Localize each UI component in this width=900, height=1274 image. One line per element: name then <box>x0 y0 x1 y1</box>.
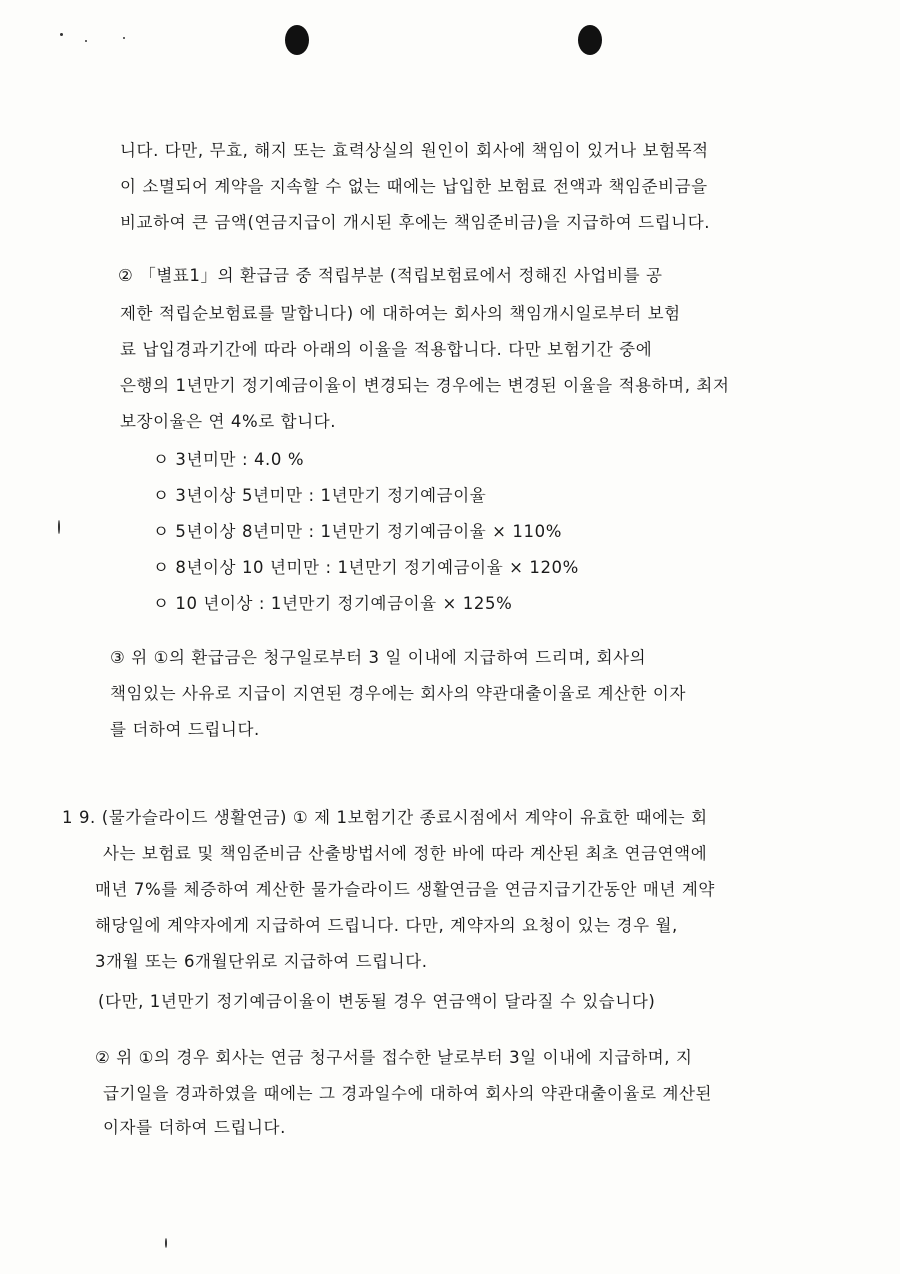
para3-line: 책임있는 사유로 지급이 지연된 경우에는 회사의 약관대출이율로 계산한 이자 <box>110 684 687 703</box>
para4-line: 급기일을 경과하였을 때에는 그 경과일수에 대하여 회사의 약관대출이율로 계산된 <box>103 1084 713 1103</box>
para2-line: ② 「별표1」의 환급금 중 적립부분 (적립보험료에서 정해진 사업비를 공 <box>118 266 663 285</box>
rate-item: ㅇ 3년미만 : 4.0 % <box>153 450 305 469</box>
article19-line: 사는 보험료 및 책임준비금 산출방법서에 정한 바에 따라 계산된 최초 연금연액에 <box>103 844 708 863</box>
article19-line: 매년 7%를 체증하여 계산한 물가슬라이드 생활연금을 연금지급기간동안 매년 계약 <box>95 880 715 899</box>
punch-hole-left <box>285 25 309 55</box>
para3-line: ③ 위 ①의 환급금은 청구일로부터 3 일 이내에 지급하여 드리며, 회사의 <box>110 648 647 667</box>
rate-item: ㅇ 5년이상 8년미만 : 1년만기 정기예금이율 × 110% <box>153 522 562 541</box>
rate-item: ㅇ 8년이상 10 년미만 : 1년만기 정기예금이율 × 120% <box>153 558 579 577</box>
para3-line: 를 더하여 드립니다. <box>110 720 260 739</box>
para2-line: 료 납입경과기간에 따라 아래의 이율을 적용합니다. 다만 보험기간 중에 <box>120 340 653 359</box>
scan-speck <box>58 520 60 534</box>
para4-line: ② 위 ①의 경우 회사는 연금 청구서를 접수한 날로부터 3일 이내에 지급하며, 지 <box>95 1048 693 1067</box>
scan-speck <box>123 37 125 39</box>
scan-speck <box>60 33 63 36</box>
article19-line: 해당일에 계약자에게 지급하여 드립니다. 다만, 계약자의 요청이 있는 경우 월, <box>95 916 678 935</box>
article19-heading-line: 1 9. (물가슬라이드 생활연금) ① 제 1보험기간 종료시점에서 계약이 유효한 때에는 회 <box>62 808 708 827</box>
article19-note: (다만, 1년만기 정기예금이율이 변동될 경우 연금액이 달라질 수 있습니다) <box>98 992 656 1011</box>
para1-line: 이 소멸되어 계약을 지속할 수 없는 때에는 납입한 보험료 전액과 책임준비금을 <box>120 177 708 196</box>
para1-line: 비교하여 큰 금액(연금지급이 개시된 후에는 책임준비금)을 지급하여 드립니다. <box>120 213 711 232</box>
article19-line: 3개월 또는 6개월단위로 지급하여 드립니다. <box>95 952 428 971</box>
rate-item: ㅇ 3년이상 5년미만 : 1년만기 정기예금이율 <box>153 486 487 505</box>
para1-line: 니다. 다만, 무효, 해지 또는 효력상실의 원인이 회사에 책임이 있거나 보험목적 <box>120 141 709 160</box>
para2-line: 제한 적립순보험료를 말합니다) 에 대하여는 회사의 책임개시일로부터 보험 <box>120 304 681 323</box>
scan-speck <box>85 40 87 42</box>
rate-item: ㅇ 10 년이상 : 1년만기 정기예금이율 × 125% <box>153 594 513 613</box>
scan-speck <box>165 1238 167 1248</box>
para2-line: 은행의 1년만기 정기예금이율이 변경되는 경우에는 변경된 이율을 적용하며, 최저 <box>120 376 730 395</box>
para2-line: 보장이율은 연 4%로 합니다. <box>120 412 337 431</box>
punch-hole-right <box>578 25 602 55</box>
para4-line: 이자를 더하여 드립니다. <box>103 1118 286 1137</box>
